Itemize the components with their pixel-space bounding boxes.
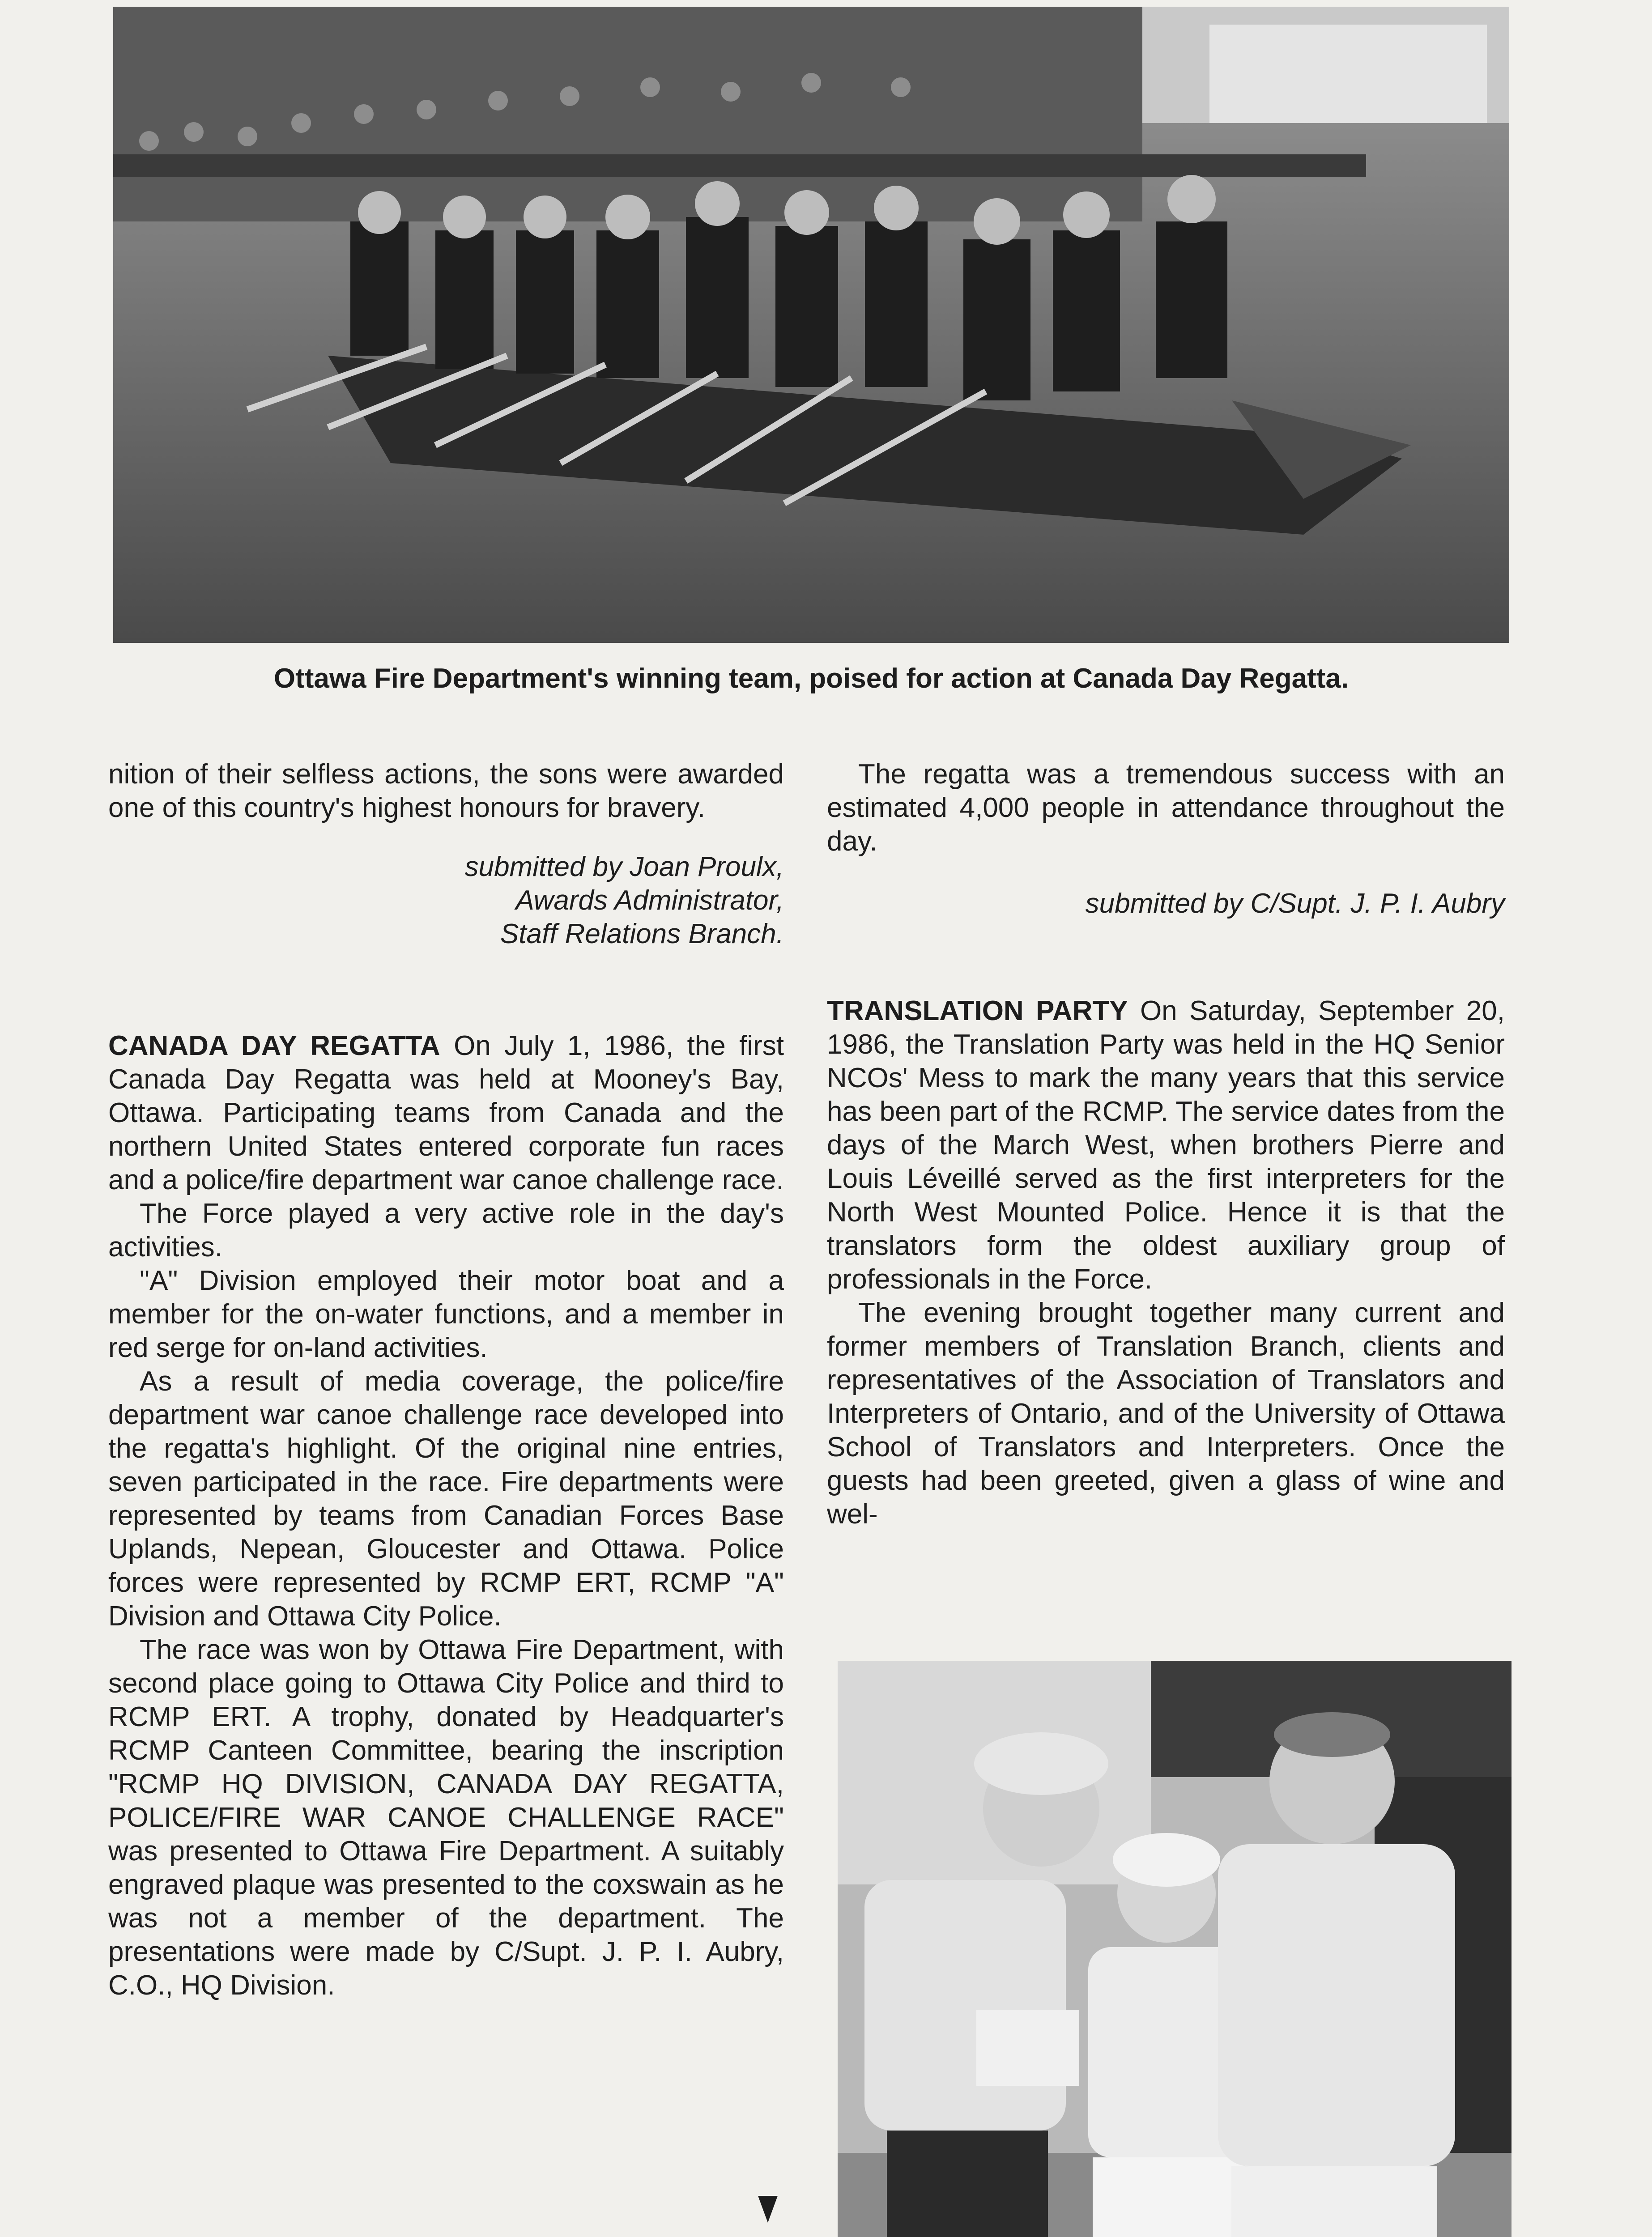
left-column [108,757,784,825]
signature-line: Awards Administrator, [515,885,784,916]
translation-paragraph: On Saturday, September 20, 1986, the Translation Party was held in the HQ Senior NCOs' Mess to mark the many years that this service has been part of the RCMP. The service dates from the days of the March West, when brothers Pierre and Louis Léveillé served as the first interpreters for the North West Mounted Police. Hence it is that the translators form the oldest auxiliary group of professionals in the Force. [827,995,1505,1295]
regatta-paragraph: The race was won by Ottawa Fire Department, with second place going to Ottawa City Police and third to RCMP ERT. A trophy, donated by Headquarter's RCMP Canteen Committee, bearing the inscription "RCMP HQ DIVISION, CANADA DAY REGATTA, POLICE/FIRE WAR CANOE CHALLENGE RACE" was presented to Ottawa Fire Department. A suitably engraved plaque was presented to the coxswain as he was not a member of the department. The presentations were made by C/Supt. J. P. I. Aubry, C.O., HQ Division. [108,1634,784,2001]
regatta-heading: CANADA DAY REGATTA [108,1030,440,1061]
regatta-team-photo [113,7,1509,643]
regatta-paragraph: On July 1, 1986, the first Canada Day Regatta was held at Mooney's Bay, Ottawa. Participating teams from Canada and the northern United States entered corporate fun races and a police/fire department war canoe challenge race. [108,1030,784,1195]
translation-heading: TRANSLATION PARTY [827,995,1128,1026]
translation-paragraph: The evening brought together many current and former members of Translation Branch, clients and representatives of the Association of Translators and Interpreters of Ontario, and of the University of Ottawa School of Translators and Interpreters. Once the guests had been greeted, given a glass of wine and wel- [827,1297,1505,1530]
arrow-mark-icon [758,2196,778,2223]
signature-line: Staff Relations Branch. [500,919,784,949]
retirement-photo [838,1661,1511,2237]
canada-day-regatta-article [108,1029,784,2002]
translation-party-article [827,994,1505,1531]
regatta-closing-paragraph: The regatta was a tremendous success with an estimated 4,000 people in attendance throughout the day. [827,759,1505,857]
regatta-paragraph: "A" Division employed their motor boat and a member for the on-water functions, and a member in red serge for on-land activities. [108,1265,784,1363]
regatta-photo-caption: Ottawa Fire Department's winning team, poised for action at Canada Day Regatta. [273,663,1349,694]
right-column-regatta-close [827,757,1505,858]
regatta-paragraph: As a result of media coverage, the police/fire department war canoe challenge race developed into the regatta's highlight. Of the original nine entries, seven participated in the race. Fire departments were represented by teams from Canadian Forces Base Uplands, Nepean, Gloucester and Ottawa. Police forces were represented by RCMP ERT, RCMP "A" Division and Ottawa City Police. [108,1366,784,1632]
proulx-signature [332,850,784,951]
aubry-signature: submitted by C/Supt. J. P. I. Aubry [1085,888,1505,919]
retirement-photo-illustration [838,1661,1511,2237]
signature-line: submitted by Joan Proulx, [464,851,784,882]
bravery-story-ending: nition of their selfless actions, the sons were awarded one of this country's highest honours for bravery. [108,759,784,823]
regatta-paragraph: The Force played a very active role in the day's activities. [108,1198,784,1263]
regatta-photo-illustration [113,7,1509,643]
